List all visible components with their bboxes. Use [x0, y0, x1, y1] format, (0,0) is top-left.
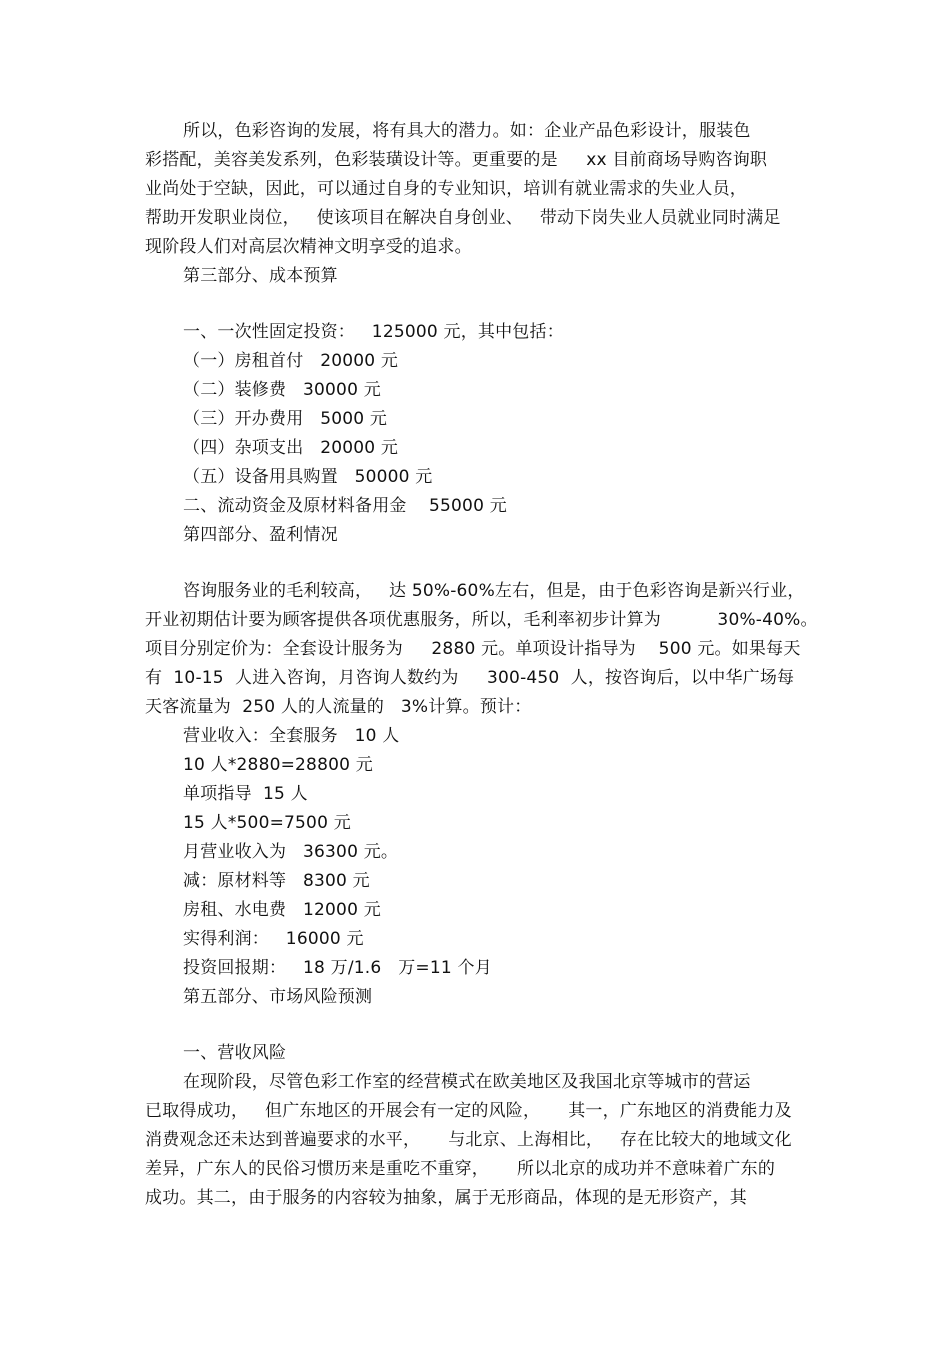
paragraph-line: 成功。其二，由于服务的内容较为抽象，属于无形商品，体现的是无形资产，其: [145, 1188, 747, 1208]
paragraph-line: 已取得成功， 但广东地区的开展会有一定的风险， 其一，广东地区的消费能力及: [145, 1101, 792, 1121]
paragraph-line: 消费观念还未达到普遍要求的水平， 与北京、上海相比， 存在比较大的地域文化: [145, 1130, 792, 1150]
paragraph-line: 现阶段人们对高层次精神文明享受的追求。: [145, 237, 472, 257]
paragraph-line: 帮助开发职业岗位， 使该项目在解决自身创业、 带动下岗失业人员就业同时满足: [145, 208, 781, 228]
paragraph-line: 在现阶段，尽管色彩工作室的经营模式在欧美地区及我国北京等城市的营运: [183, 1072, 751, 1092]
calc-line: 15 人*500=7500 元: [183, 813, 351, 833]
calc-line: 单项指导 15 人: [183, 784, 308, 804]
paragraph-line: 项目分别定价为：全套设计服务为 2880 元。单项设计指导为 500 元。如果每天: [145, 639, 801, 659]
paragraph-line: 所以，色彩咨询的发展，将有具大的潜力。如：企业产品色彩设计，服装色: [183, 121, 751, 141]
list-item: （二）装修费 30000 元: [183, 380, 381, 400]
paragraph-line: 开业初期估计要为顾客提供各项优惠服务，所以，毛利率初步计算为 30%-40%。: [145, 610, 818, 630]
section-heading: 第三部分、成本预算: [183, 266, 338, 286]
paragraph-line: 差异，广东人的民俗习惯历来是重吃不重穿， 所以北京的成功并不意味着广东的: [145, 1159, 776, 1179]
list-item: （三）开办费用 5000 元: [183, 409, 388, 429]
list-item: （五）设备用具购置 50000 元: [183, 467, 433, 487]
subsection-heading: 一、营收风险: [183, 1043, 287, 1063]
calc-line: 营业收入：全套服务 10 人: [183, 726, 400, 746]
calc-line: 房租、水电费 12000 元: [183, 900, 381, 920]
paragraph-line: 业尚处于空缺，因此，可以通过自身的专业知识，培训有就业需求的失业人员，: [145, 179, 747, 199]
paragraph-line: 有 10-15 人进入咨询，月咨询人数约为 300-450 人，按咨询后，以中华广场每: [145, 668, 795, 688]
paragraph-line: 天客流量为 250 人的人流量的 3%计算。预计：: [145, 697, 532, 717]
calc-line: 10 人*2880=28800 元: [183, 755, 373, 775]
calc-line: 投资回报期： 18 万/1.6 万=11 个月: [183, 958, 492, 978]
section-heading: 第四部分、盈利情况: [183, 525, 338, 545]
calc-line: 月营业收入为 36300 元。: [183, 842, 399, 862]
list-item: 一、一次性固定投资： 125000 元，其中包括：: [183, 322, 564, 342]
section-heading: 第五部分、市场风险预测: [183, 987, 373, 1007]
list-item: （一）房租首付 20000 元: [183, 351, 399, 371]
paragraph-line: 咨询服务业的毛利较高， 达 50%-60%左右，但是，由于色彩咨询是新兴行业，: [183, 581, 805, 601]
calc-line: 减：原材料等 8300 元: [183, 871, 370, 891]
calc-line: 实得利润： 16000 元: [183, 929, 364, 949]
list-item: 二、流动资金及原材料备用金 55000 元: [183, 496, 507, 516]
paragraph-line: 彩搭配，美容美发系列，色彩装璜设计等。更重要的是 xx 目前商场导购咨询职: [145, 150, 768, 170]
list-item: （四）杂项支出 20000 元: [183, 438, 399, 458]
